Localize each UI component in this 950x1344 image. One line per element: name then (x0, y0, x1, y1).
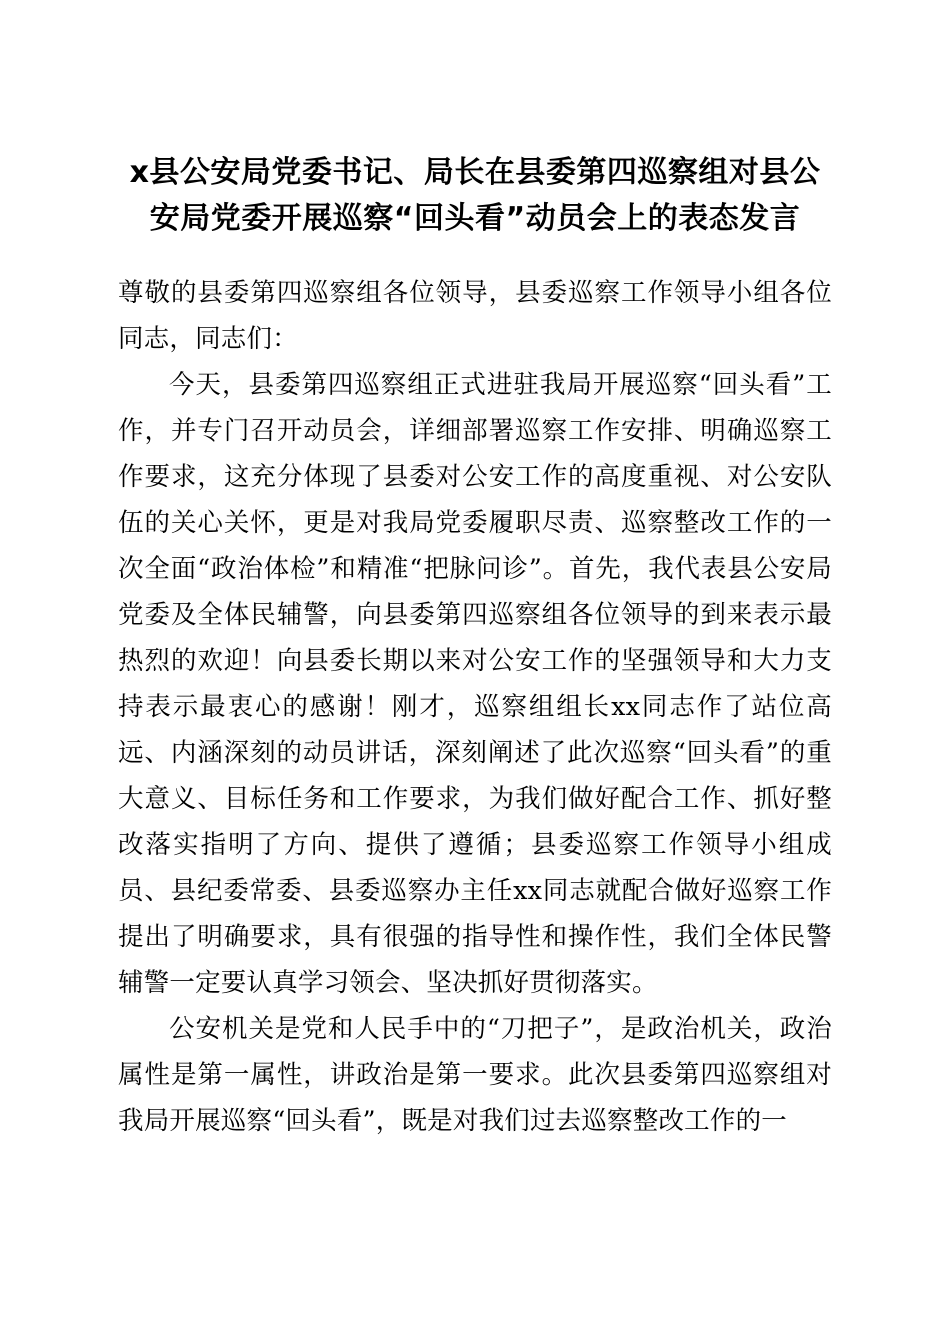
paragraph-2: 公安机关是党和人民手中的“刀把子”，是政治机关，政治属性是第一属性，讲政治是第一要求。此次县委第四巡察组对我局开展巡察“回头看”，既是对我们过去巡察整改工作的一 (118, 1014, 832, 1136)
page-title: x县公安局党委书记、局长在县委第四巡察组对县公安局党委开展巡察“回头看”动员会上的表态发言 (129, 155, 821, 236)
paragraph-salutation: 尊敬的县委第四巡察组各位领导，县委巡察工作领导小组各位同志，同志们： (118, 278, 832, 354)
document-body (118, 270, 832, 1144)
paragraph-1: 今天，县委第四巡察组正式进驻我局开展巡察“回头看”工作，并专门召开动员会，详细部署巡察工作安排、明确巡察工作要求，这充分体现了县委对公安工作的高度重视、对公安队伍的关心关怀，更是对我局党委履职尽责、巡察整改工作的一次全面“政治体检”和精准“把脉问诊”。首先，我代表县公安局党委及全体民辅警，向县委第四巡察组各位领导的到来表示最热烈的欢迎！向县委长期以来对公安工作的坚强领导和大力支持表示最衷心的感谢！刚才，巡察组组长xx同志作了站位高远、内涵深刻的动员讲话，深刻阐述了此次巡察“回头看”的重大意义、目标任务和工作要求，为我们做好配合工作、抓好整改落实指明了方向、提供了遵循；县委巡察工作领导小组成员、县纪委常委、县委巡察办主任xx同志就配合做好巡察工作提出了明确要求，具有很强的指导性和操作性，我们全体民警辅警一定要认真学习领会、坚决抓好贯彻落实。 (118, 370, 832, 998)
